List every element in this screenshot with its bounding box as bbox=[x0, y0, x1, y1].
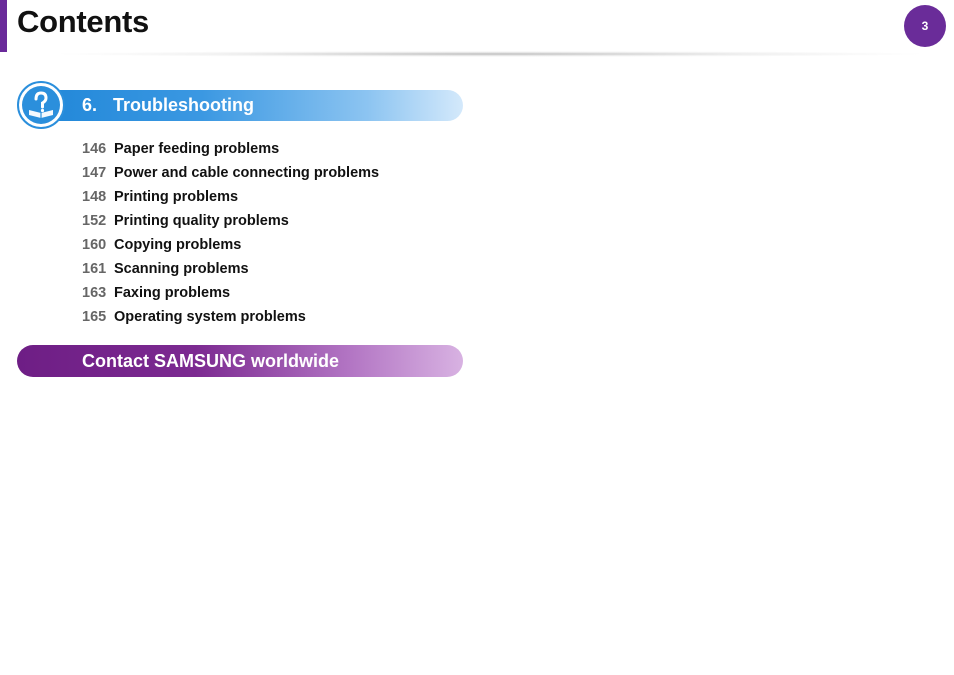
toc-item[interactable] bbox=[82, 307, 379, 331]
toc-page-number: 160 bbox=[82, 237, 107, 253]
toc-item[interactable] bbox=[82, 259, 379, 283]
section-title[interactable] bbox=[82, 95, 254, 116]
toc-page-number: 152 bbox=[82, 213, 107, 229]
toc-item[interactable] bbox=[82, 163, 379, 187]
question-book-icon bbox=[17, 81, 65, 129]
page-title: Contents bbox=[17, 4, 149, 39]
page-number-badge: 3 bbox=[904, 5, 946, 47]
toc-item[interactable] bbox=[82, 235, 379, 259]
toc-list bbox=[82, 139, 379, 331]
toc-item-label: Copying problems bbox=[114, 237, 242, 253]
section-number: 6. bbox=[82, 95, 98, 115]
toc-item[interactable] bbox=[82, 211, 379, 235]
toc-page-number: 163 bbox=[82, 285, 107, 301]
toc-page-number: 146 bbox=[82, 141, 107, 157]
toc-item-label: Printing quality problems bbox=[114, 213, 289, 229]
header-accent-bar bbox=[0, 0, 7, 52]
toc-page-number: 147 bbox=[82, 165, 107, 181]
toc-item[interactable] bbox=[82, 283, 379, 307]
toc-item-label: Printing problems bbox=[114, 189, 239, 205]
toc-item[interactable] bbox=[82, 139, 379, 163]
toc-item-label: Scanning problems bbox=[114, 261, 249, 277]
toc-item-label: Operating system problems bbox=[114, 309, 306, 325]
section-title-text: Troubleshooting bbox=[113, 95, 255, 115]
header-divider bbox=[60, 51, 920, 57]
toc-page-number: 165 bbox=[82, 309, 107, 325]
toc-item-label: Faxing problems bbox=[114, 285, 231, 301]
toc-item-label: Paper feeding problems bbox=[114, 141, 280, 157]
toc-item[interactable] bbox=[82, 187, 379, 211]
toc-page-number: 148 bbox=[82, 189, 107, 205]
toc-item-label: Power and cable connecting problems bbox=[114, 165, 380, 181]
toc-page-number: 161 bbox=[82, 261, 107, 277]
contact-section-title[interactable]: Contact SAMSUNG worldwide bbox=[82, 351, 340, 371]
